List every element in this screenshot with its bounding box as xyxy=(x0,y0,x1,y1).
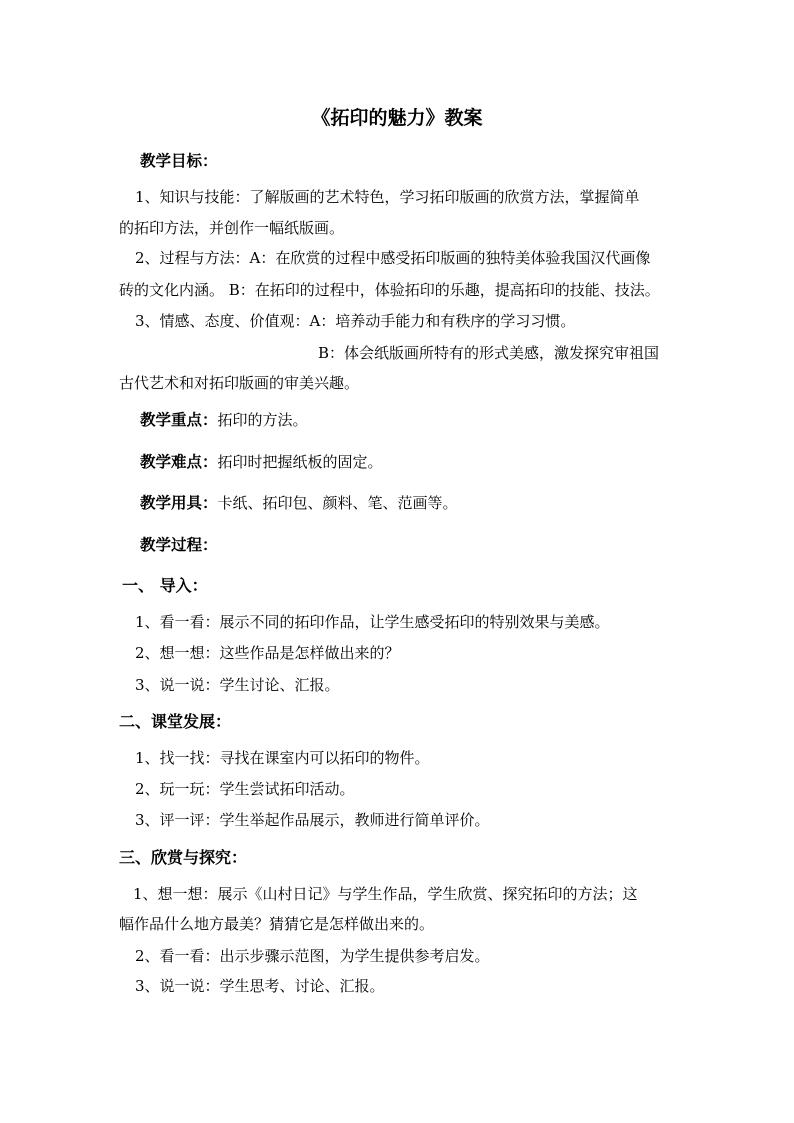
key-point-text: 拓印的方法。 xyxy=(217,411,308,429)
section-1-item-3: 3、说一说：学生讨论、汇报。 xyxy=(135,676,340,694)
goals-heading: 教学目标： xyxy=(140,151,218,170)
document-title: 《拓印的魅力》教案 xyxy=(311,107,483,129)
section-3-item-2: 2、看一看：出示步骤示范图，为学生提供参考启发。 xyxy=(135,947,490,965)
section-1-item-1: 1、看一看：展示不同的拓印作品，让学生感受拓印的特别效果与美感。 xyxy=(135,613,610,631)
section-3-item-1-line-2: 幅作品什么地方最美？猜猜它是怎样做出来的。 xyxy=(119,915,435,933)
section-3-item-3: 3、说一说：学生思考、讨论、汇报。 xyxy=(135,977,385,995)
difficulty-text: 拓印时把握纸板的固定。 xyxy=(217,453,383,471)
goal-2-line-1: 2、过程与方法：A：在欣赏的过程中感受拓印版画的独特美体验我国汉代画像 xyxy=(135,249,651,267)
section-3-heading: 三、欣赏与探究： xyxy=(119,848,248,867)
difficulty-row xyxy=(140,452,383,472)
section-1-heading: 一、 导入： xyxy=(122,576,208,595)
process-heading: 教学过程： xyxy=(140,535,218,554)
goal-3-line-3: 古代艺术和对拓印版画的审美兴趣。 xyxy=(119,374,360,392)
goal-1-line-1: 1、知识与技能：了解版画的艺术特色，学习拓印版画的欣赏方法，掌握简单 xyxy=(135,188,640,206)
section-1-item-2: 2、想一想：这些作品是怎样做出来的？ xyxy=(135,644,400,662)
key-point-row xyxy=(140,410,308,430)
key-point-label: 教学重点： xyxy=(140,410,218,429)
tools-text: 卡纸、拓印包、颜料、笔、范画等。 xyxy=(217,494,458,512)
section-2-item-1: 1、找一找：寻找在课室内可以拓印的物件。 xyxy=(135,749,430,767)
difficulty-label: 教学难点： xyxy=(140,452,218,471)
tools-label: 教学用具： xyxy=(140,493,218,512)
goal-2-line-2: 砖的文化内涵。 B：在拓印的过程中，体验拓印的乐趣，提高拓印的技能、技法。 xyxy=(119,281,660,299)
goal-1-line-2: 的拓印方法，并创作一幅纸版画。 xyxy=(119,219,345,237)
section-2-item-2: 2、玩一玩：学生尝试拓印活动。 xyxy=(135,780,355,798)
section-2-item-3: 3、评一评：学生举起作品展示，教师进行简单评价。 xyxy=(135,811,490,829)
section-2-heading: 二、课堂发展： xyxy=(119,712,232,731)
section-3-item-1-line-1: 1、想一想：展示《山村日记》与学生作品，学生欣赏、探究拓印的方法；这 xyxy=(133,885,638,903)
goal-3-line-2: B：体会纸版画所特有的形式美感，激发探究审祖国 xyxy=(318,344,660,362)
goal-3-line-1: 3、情感、态度、价值观：A：培养动手能力和有秩序的学习习惯。 xyxy=(135,312,576,330)
tools-row xyxy=(140,493,458,513)
